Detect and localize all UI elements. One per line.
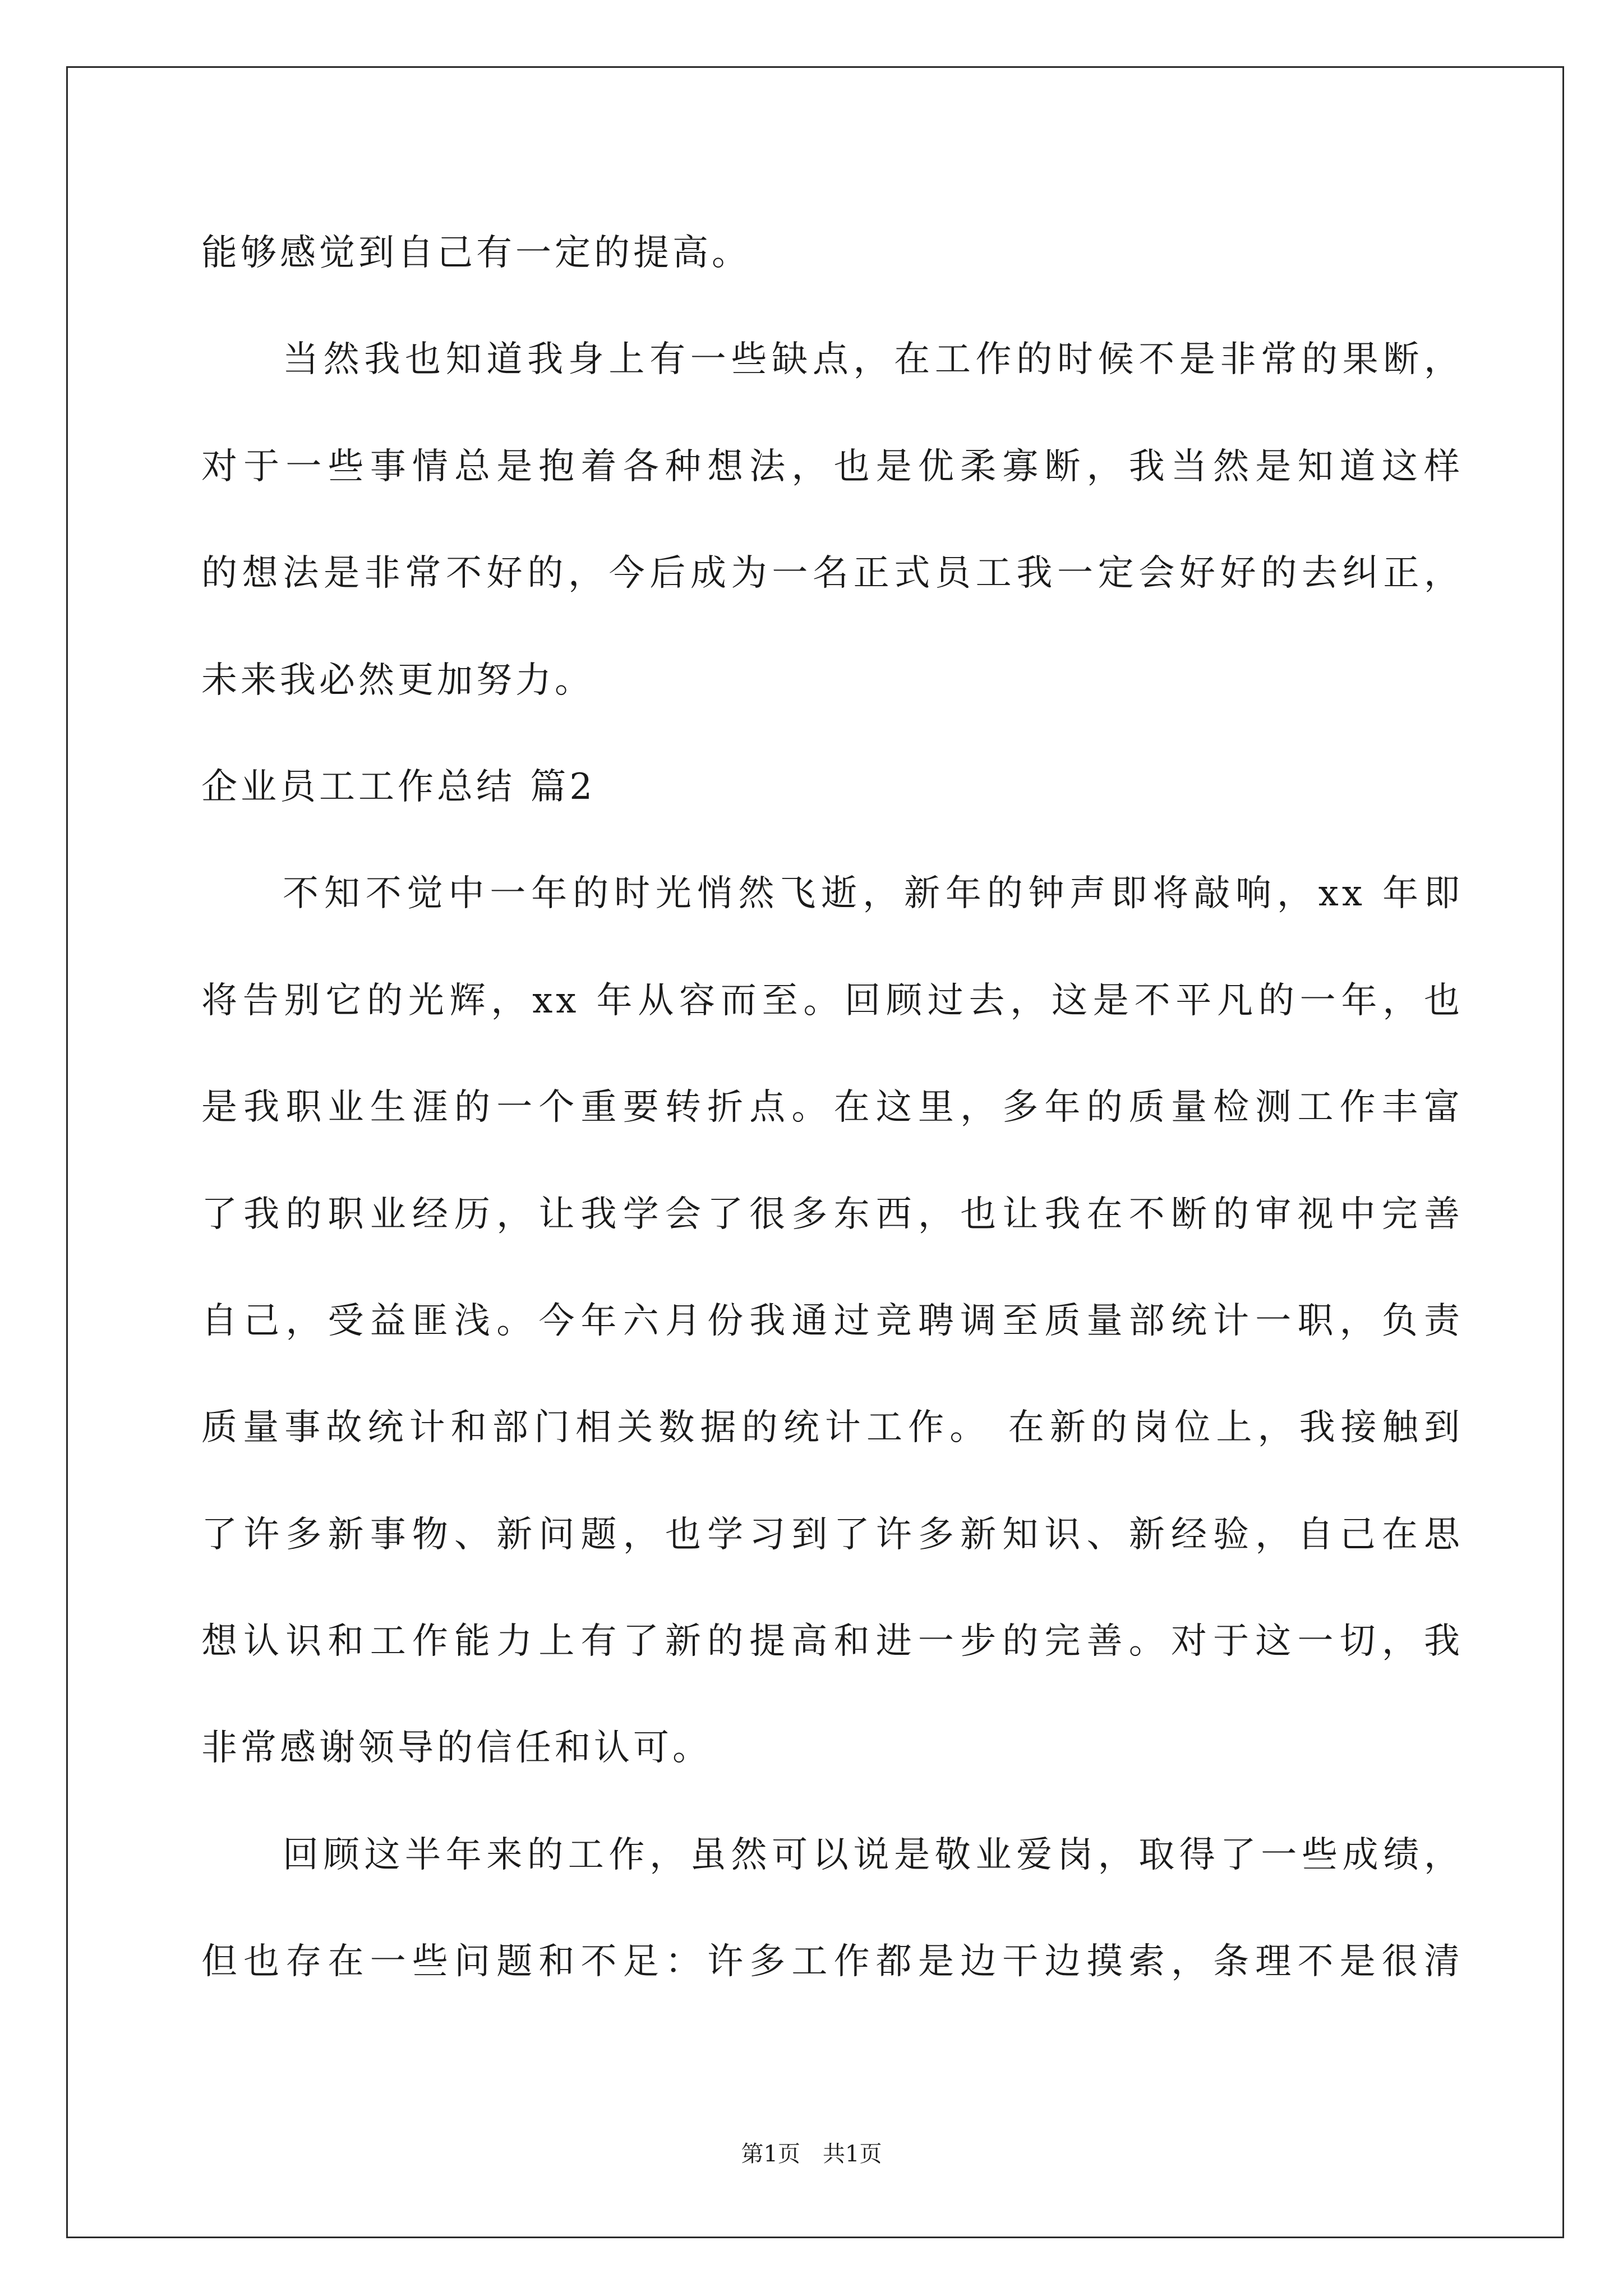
paragraph-line: 质量事故统计和部门相关数据的统计工作。 在新的岗位上，我接触到 [201, 1407, 1463, 1449]
paragraph-line: 的想法是非常不好的，今后成为一名正式员工我一定会好好的去纠正， [201, 553, 1463, 595]
paragraph-line: 未来我必然更加努力。 [201, 659, 594, 701]
paragraph-line: 非常感谢领导的信任和认可。 [201, 1727, 712, 1769]
paragraph-line: 对于一些事情总是抱着各种想法，也是优柔寡断，我当然是知道这样 [201, 445, 1463, 487]
paragraph-line: 能够感觉到自己有一定的提高。 [201, 232, 751, 274]
paragraph-line: 但也存在一些问题和不足：许多工作都是边干边摸索，条理不是很清 [201, 1941, 1463, 1983]
paragraph-line: 想认识和工作能力上有了新的提高和进一步的完善。对于这一切，我 [201, 1621, 1463, 1663]
paragraph-line: 当然我也知道我身上有一些缺点，在工作的时候不是非常的果断， [283, 339, 1463, 381]
paragraph-line: 将告别它的光辉，xx 年从容而至。回顾过去，这是不平凡的一年，也 [201, 979, 1463, 1022]
document-body [201, 200, 1463, 2016]
paragraph-line: 不知不觉中一年的时光悄然飞逝，新年的钟声即将敲响，xx 年即 [283, 873, 1463, 915]
paragraph-line: 了我的职业经历，让我学会了很多东西，也让我在不断的审视中完善 [201, 1193, 1463, 1235]
page-footer: 第1页 共1页 [741, 2141, 882, 2167]
paragraph-line: 自己，受益匪浅。今年六月份我通过竞聘调至质量部统计一职，负责 [201, 1300, 1463, 1342]
paragraph-line: 是我职业生涯的一个重要转折点。在这里，多年的质量检测工作丰富 [201, 1087, 1463, 1129]
paragraph-line: 回顾这半年来的工作，虽然可以说是敬业爱岗，取得了一些成绩， [283, 1834, 1463, 1876]
paragraph-line: 了许多新事物、新问题，也学习到了许多新知识、新经验，自己在思 [201, 1513, 1463, 1556]
section-heading: 企业员工工作总结 篇2 [201, 766, 596, 808]
